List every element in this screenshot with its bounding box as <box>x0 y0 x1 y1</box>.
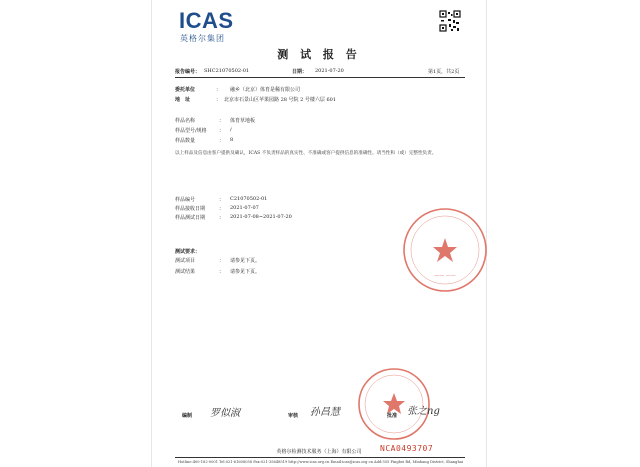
sample-qty-colon: ： <box>219 138 225 144</box>
sample-qty-value: 8 <box>230 137 234 143</box>
logo-subtitle: 英格尔集团 <box>180 34 225 43</box>
test-date-label: 样品测试日期 <box>175 215 206 221</box>
test-result-value: 请参见下页。 <box>230 269 261 275</box>
reviewed-label: 审核 <box>288 413 299 419</box>
sample-model-label: 样品型号/规格 <box>175 128 207 134</box>
report-no-value: SHC21070502-01 <box>204 68 250 74</box>
svg-text:—— ——: —— —— <box>434 273 456 279</box>
reviewed-signature: 孙昌慧 <box>310 407 340 418</box>
sample-qty-label: 样品数量 <box>175 138 196 144</box>
client-name: 融乡（北京）体育是稀有限公司 <box>230 87 301 93</box>
company-seal-stamp <box>400 205 490 295</box>
address-colon: ： <box>216 97 222 103</box>
report-page <box>152 0 486 467</box>
compiled-signature: 罗似淑 <box>210 408 240 419</box>
test-item-value: 请参见下页。 <box>230 258 261 264</box>
date-value: 2021-07-20 <box>315 68 344 74</box>
receive-date-colon: ： <box>219 206 225 212</box>
footer-company: 英格尔检测技术服务（上海）有限公司 <box>276 449 362 455</box>
report-title: 测 试 报 告 <box>277 48 361 61</box>
sample-name-label: 样品名称 <box>175 118 196 124</box>
date-label: 日期： <box>292 69 308 75</box>
test-item-colon: ： <box>219 258 225 264</box>
sample-model-value: / <box>230 127 232 133</box>
test-date-value: 2021-07-08~2021-07-20 <box>230 214 292 220</box>
header-divider <box>175 77 465 78</box>
disclaimer-note: 以上样品及信息由客户提供及确认，ICAS 不负责样品的真实性、不准确或客户提供信息的准确性。请当性和（或）完整性负责。 <box>175 151 437 156</box>
sample-name-colon: ： <box>219 118 225 124</box>
footer-divider <box>175 457 465 458</box>
client-label: 委托单位 <box>175 87 196 93</box>
serial-number: NCA0493707 <box>380 444 434 453</box>
compiled-label: 编制 <box>182 413 193 419</box>
client-colon: ： <box>216 87 222 93</box>
address-label: 地 址 <box>175 97 191 103</box>
sample-no-value: C21070502-01 <box>230 196 268 202</box>
test-item-label: 测试项目 <box>175 258 196 264</box>
receive-date-label: 样品接收日期 <box>175 206 206 212</box>
page-indicator: 第1页，共2页 <box>428 69 460 75</box>
address-value: 北京市石景山区苹果园路 28 号院 2 号楼六层 601 <box>224 97 337 103</box>
sample-name-value: 体育草地板 <box>230 118 256 124</box>
icas-logo: ICAS <box>179 8 234 33</box>
qr-code-icon <box>439 10 461 32</box>
report-no-label: 报告编号： <box>175 69 201 75</box>
test-result-colon: ： <box>219 269 225 275</box>
test-request-label: 测试要求： <box>175 249 201 255</box>
sample-no-label: 样品编号 <box>175 197 196 203</box>
test-date-colon: ： <box>219 215 225 221</box>
receive-date-value: 2021-07-07 <box>230 205 259 211</box>
footer-contact: Hotline:400-182-0001 Tel:021-61608058 Fax:021-35648519 http://www.icas.org.cn Email:icas@icas.org.cn Add:555 Pingbei Rd, Minhang District, Shanghai <box>178 460 464 464</box>
sample-no-colon: ： <box>219 197 225 203</box>
test-result-label: 测试结果 <box>175 269 196 275</box>
approved-label: 批准 <box>387 413 398 419</box>
sample-model-colon: ： <box>219 128 225 134</box>
approved-signature: 张之ng <box>407 406 440 417</box>
